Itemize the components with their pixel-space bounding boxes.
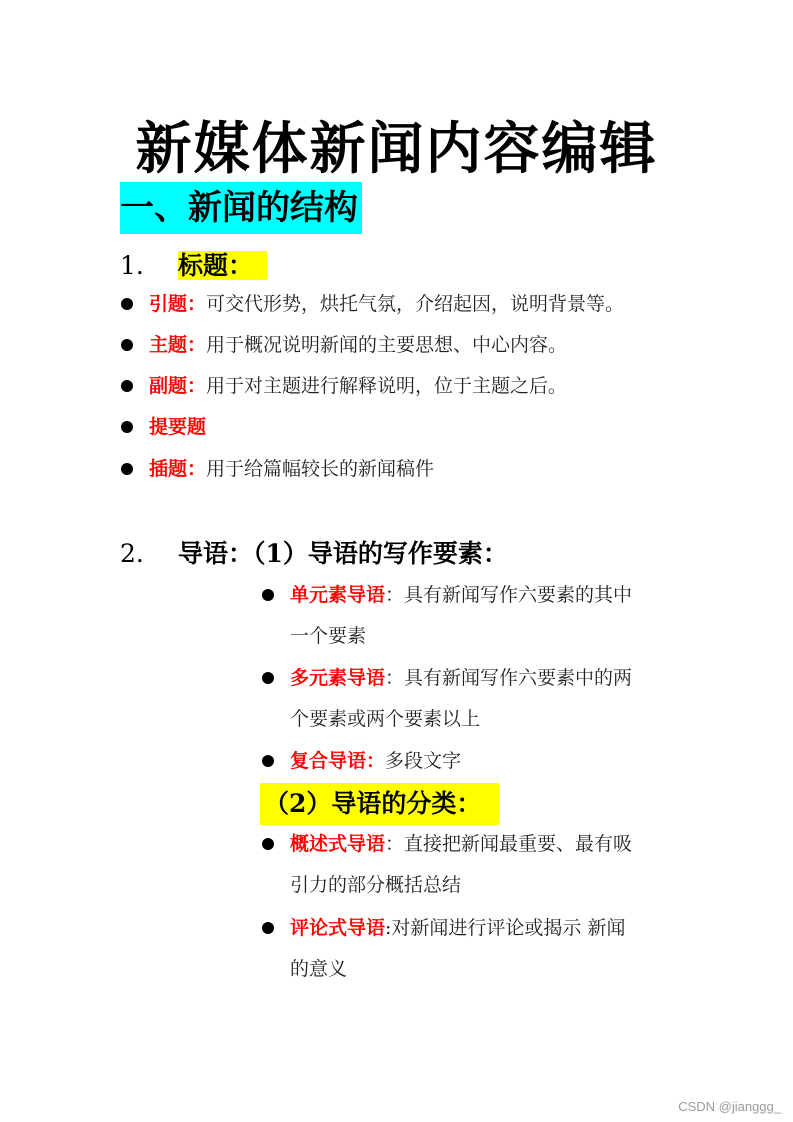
description-cont: 一个要素 [290, 625, 367, 647]
bullet-icon [262, 589, 274, 601]
term: 评论式导语 [290, 917, 386, 939]
bullet-icon [121, 298, 133, 310]
bullet-icon [121, 380, 133, 392]
term: 提要题 [149, 416, 207, 438]
item-label-lead: 导语：（1）导语的写作要素： [178, 539, 508, 568]
bullet-icon [121, 421, 133, 433]
section-heading-structure: 一、新闻的结构 [120, 182, 362, 234]
description: 用于概况说明新闻的主要思想、中心内容。 [206, 334, 568, 356]
item-heading-title [120, 246, 267, 286]
bullet-icon [121, 463, 133, 475]
term: 插题： [149, 458, 207, 480]
list-item [121, 325, 721, 366]
item-number: 2. [120, 539, 144, 568]
bullet-icon [121, 339, 133, 351]
description: 用于对主题进行解释说明，位于主题之后。 [206, 375, 568, 397]
bullet-icon [262, 672, 274, 684]
description: 用于给篇幅较长的新闻稿件 [206, 458, 435, 480]
item-number: 1. [120, 251, 144, 280]
document-title: 新媒体新闻内容编辑 [135, 116, 658, 182]
description-cont: 个要素或两个要素以上 [290, 708, 481, 730]
description: 多段文字 [385, 750, 462, 772]
term: 概述式导语 [290, 833, 386, 855]
list-item [262, 658, 682, 740]
description: :对新闻进行评论或揭示 新闻 [385, 917, 626, 939]
list-item [262, 575, 682, 657]
watermark: CSDN @jianggg_ [678, 1099, 781, 1114]
description-cont: 引力的部分概括总结 [290, 874, 462, 896]
description: 可交代形势，烘托气氛，介绍起因，说明背景等。 [206, 293, 625, 315]
list-item [121, 407, 721, 448]
term: 主题： [149, 334, 207, 356]
list-item [121, 366, 721, 407]
description-cont: 的意义 [290, 958, 348, 980]
term: 多元素导语 [290, 667, 386, 689]
list-item [121, 449, 721, 490]
description: ：直接把新闻最重要、最有吸 [385, 833, 633, 855]
bullet-icon [262, 922, 274, 934]
list-item [262, 741, 682, 782]
list-item [262, 908, 682, 990]
description: ：具有新闻写作六要素中的两 [385, 667, 633, 689]
term: 复合导语： [290, 750, 386, 772]
list-item [262, 824, 682, 906]
bullet-icon [262, 838, 274, 850]
term: 副题： [149, 375, 207, 397]
subheading-lead-types: （2）导语的分类： [260, 783, 499, 825]
list-item [121, 284, 721, 325]
description: ：具有新闻写作六要素的其中 [385, 584, 633, 606]
bullet-icon [262, 755, 274, 767]
term: 单元素导语 [290, 584, 386, 606]
item-heading-lead [120, 534, 508, 574]
item-label-title: 标题： [178, 251, 267, 280]
term: 引题： [149, 293, 207, 315]
